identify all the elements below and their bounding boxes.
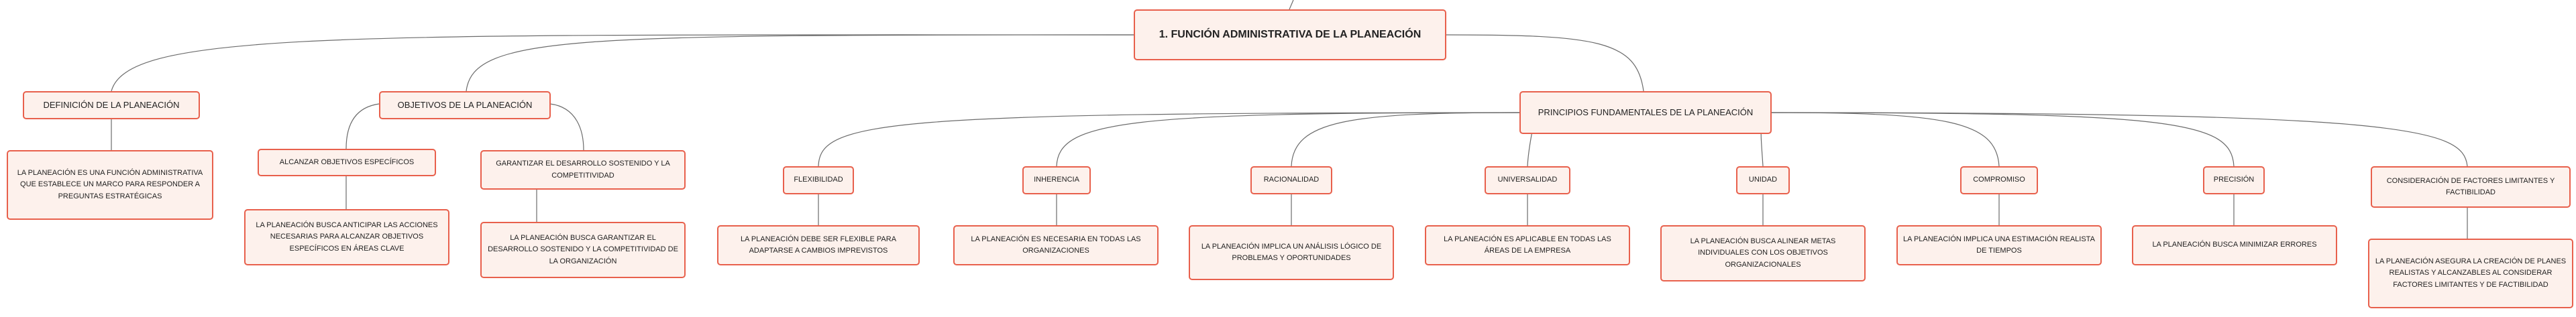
edge-principios-inherencia: [1057, 113, 1519, 166]
desc-flexibilidad[interactable]: [717, 225, 920, 265]
node-compromiso[interactable]: [1960, 166, 2038, 194]
node-alcanzar-label: ALCANZAR OBJETIVOS ESPECÍFICOS: [279, 157, 415, 166]
desc-universalidad[interactable]: [1425, 225, 1630, 265]
desc-alcanzar[interactable]: [244, 209, 449, 265]
root-node[interactable]: [1134, 9, 1446, 60]
node-principios[interactable]: [1519, 91, 1772, 134]
desc-alcanzar-text: LA PLANEACIÓN BUSCA ANTICIPAR LAS ACCIONES NECESARIAS PARA ALCANZAR OBJETIVOS ESPECÍFICOS EN ÁREAS CLAVE: [256, 221, 438, 253]
node-objetivos-label: OBJETIVOS DE LA PLANEACIÓN: [397, 99, 533, 110]
node-definicion[interactable]: [23, 91, 200, 119]
node-objetivos[interactable]: [379, 91, 551, 119]
node-unidad[interactable]: [1736, 166, 1790, 194]
node-definicion-label: DEFINICIÓN DE LA PLANEACIÓN: [43, 99, 180, 110]
desc-universalidad-text: LA PLANEACIÓN ES APLICABLE EN TODAS LAS ÁREAS DE LA EMPRESA: [1444, 235, 1611, 255]
desc-definicion[interactable]: [7, 150, 213, 220]
node-flexibilidad[interactable]: [783, 166, 854, 194]
node-consideracion-label: CONSIDERACIÓN DE FACTORES LIMITANTES Y FACTIBILIDAD: [2386, 176, 2555, 196]
edge-root-principios: [1446, 35, 1644, 91]
node-precision-label: PRECISIÓN: [2213, 176, 2255, 184]
node-inherencia-label: INHERENCIA: [1034, 176, 1079, 184]
desc-inherencia[interactable]: [953, 225, 1159, 265]
desc-precision-text: LA PLANEACIÓN BUSCA MINIMIZAR ERRORES: [2152, 241, 2317, 249]
edge-root-objetivos: [466, 35, 1134, 91]
node-flexibilidad-label: FLEXIBILIDAD: [794, 176, 843, 184]
root-top-connector: [1289, 0, 1293, 9]
node-racionalidad[interactable]: [1250, 166, 1332, 194]
desc-racionalidad-text: LA PLANEACIÓN IMPLICA UN ANÁLISIS LÓGICO DE PROBLEMAS Y OPORTUNIDADES: [1201, 242, 1382, 262]
edge-objetivos-alcanzar: [346, 104, 379, 149]
desc-consideracion[interactable]: [2368, 239, 2573, 308]
edge-root-definicion: [111, 35, 1134, 91]
node-consideracion[interactable]: [2371, 166, 2571, 208]
desc-definicion-text: LA PLANEACIÓN ES UNA FUNCIÓN ADMINISTRATIVA QUE ESTABLECE UN MARCO PARA RESPONDER A PREGUNTAS ESTRATÉGICAS: [17, 169, 203, 200]
desc-precision[interactable]: [2132, 225, 2337, 265]
node-racionalidad-label: RACIONALIDAD: [1263, 176, 1320, 184]
node-garantizar-label: GARANTIZAR EL DESARROLLO SOSTENIDO Y LA COMPETITIVIDAD: [496, 160, 670, 180]
desc-flexibilidad-text: LA PLANEACIÓN DEBE SER FLEXIBLE PARA ADAPTARSE A CAMBIOS IMPREVISTOS: [740, 235, 897, 255]
desc-racionalidad[interactable]: [1189, 225, 1394, 280]
desc-inherencia-text: LA PLANEACIÓN ES NECESARIA EN TODAS LAS ORGANIZACIONES: [971, 235, 1141, 255]
desc-garantizar-text: LA PLANEACIÓN BUSCA GARANTIZAR EL DESARROLLO SOSTENIDO Y LA COMPETITIVIDAD DE LA ORGANIZACIÓN: [488, 234, 678, 265]
desc-garantizar[interactable]: [480, 222, 686, 278]
edge-principios-compromiso: [1771, 113, 1999, 166]
edge-principios-racionalidad: [1291, 113, 1519, 166]
edge-principios-consideracion: [1771, 113, 2467, 166]
desc-compromiso[interactable]: [1896, 225, 2102, 265]
desc-unidad-text: LA PLANEACIÓN BUSCA ALINEAR METAS INDIVIDUALES CON LOS OBJETIVOS ORGANIZACIONALES: [1690, 237, 1836, 269]
edge-principios-precision: [1771, 113, 2234, 166]
node-garantizar[interactable]: [480, 150, 686, 190]
node-universalidad[interactable]: [1485, 166, 1570, 194]
edge-principios-flexibilidad: [818, 113, 1519, 166]
desc-consideracion-text: LA PLANEACIÓN ASEGURA LA CREACIÓN DE PLANES REALISTAS Y ALCANZABLES AL CONSIDERAR FACTORES LIMITANTES Y DE FACTIBILIDAD: [2375, 257, 2567, 289]
root-label: 1. FUNCIÓN ADMINISTRATIVA DE LA PLANEACIÓN: [1159, 28, 1421, 40]
node-principios-label: PRINCIPIOS FUNDAMENTALES DE LA PLANEACIÓN: [1538, 107, 1754, 117]
node-compromiso-label: COMPROMISO: [1973, 176, 2025, 184]
node-unidad-label: UNIDAD: [1748, 176, 1778, 184]
desc-unidad[interactable]: [1660, 225, 1866, 281]
edge-objetivos-garantizar: [550, 104, 584, 150]
node-alcanzar[interactable]: [258, 149, 436, 176]
node-universalidad-label: UNIVERSALIDAD: [1497, 176, 1558, 184]
desc-compromiso-text: LA PLANEACIÓN IMPLICA UNA ESTIMACIÓN REALISTA DE TIEMPOS: [1903, 235, 2095, 255]
node-precision[interactable]: [2203, 166, 2265, 194]
node-inherencia[interactable]: [1022, 166, 1091, 194]
